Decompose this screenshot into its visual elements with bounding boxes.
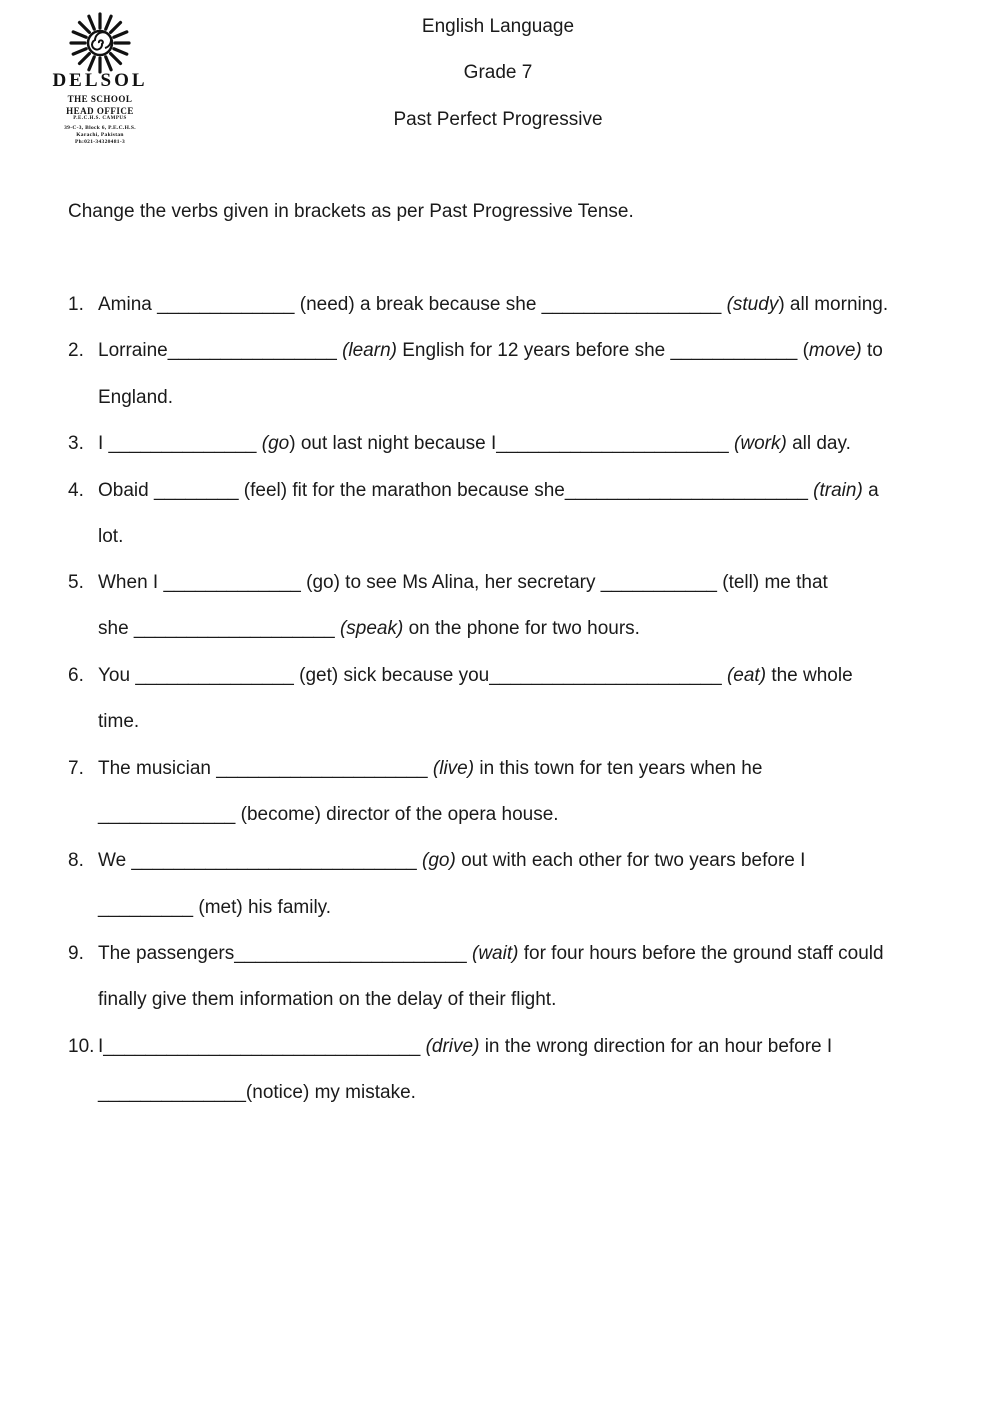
school-address-line1: 39-C-3, Block 6, P.E.C.H.S. [64,125,136,131]
question-text: Lorraine________________ [98,340,343,361]
question-text: to [861,340,883,361]
question-number: 2. [68,340,84,361]
question-10 [68,1035,832,1059]
verb-hint: (eat) [726,665,767,686]
question-number: 1. [68,294,84,315]
verb-hint: (train) [813,480,863,501]
verb-hint: (wait) [472,943,519,964]
question-number: 4. [68,480,84,501]
question-text: English for 12 years before she ____________ ( [396,340,809,361]
question-text: in this town for ten years when he [474,758,763,779]
question-text: Obaid ________ (feel) fit for the marathon because she_______________________ [98,480,814,501]
question-text: in the wrong direction for an hour before I [479,1036,833,1057]
question-number: 3. [68,433,84,454]
school-name: DELSOL [52,70,148,91]
question-number: 5. [68,572,84,593]
question-8-continuation: _________ (met) his family. [98,897,332,918]
question-text: When I _____________ (go) to see Ms Alina, her secretary ___________ (tell) me that [98,572,828,593]
question-5 [68,571,828,595]
question-text: I ______________ [98,433,262,454]
question-text: You _______________ (get) sick because you______________________ [98,665,727,686]
question-1 [68,293,888,317]
question-text: The musician ____________________ [98,758,433,779]
question-text: on the phone for two hours. [403,618,640,639]
question-text: ) all morning. [778,294,889,315]
question-text: The passengers______________________ [98,943,472,964]
question-9-continuation: finally give them information on the delay of their flight. [98,989,557,1010]
question-text: the whole [766,665,853,686]
verb-hint: (study [726,294,779,315]
question-2 [68,339,883,363]
question-9 [68,942,884,966]
verb-hint: (drive) [425,1036,480,1057]
school-address-line2: Karachi, Pakistan [76,132,124,138]
question-text: Amina _____________ (need) a break because she _________________ [98,294,727,315]
verb-hint: (learn) [342,340,397,361]
verb-hint: (go) [422,850,456,871]
question-number: 7. [68,758,84,779]
grade-heading: Grade 7 [463,62,533,83]
question-text: I______________________________ [98,1036,426,1057]
subject-heading: English Language [421,16,575,37]
question-3 [68,432,851,456]
question-number: 8. [68,850,84,871]
question-number: 9. [68,943,84,964]
question-7-continuation: _____________ (become) director of the opera house. [98,804,559,825]
question-number: 6. [68,665,84,686]
question-8 [68,849,805,873]
question-7 [68,757,762,781]
question-text: for four hours before the ground staff could [518,943,884,964]
question-5-continuation [98,617,640,641]
question-text: We ___________________________ [98,850,423,871]
school-phone: Ph:021-34320481-3 [74,139,125,145]
question-text: out with each other for two years before I [455,850,806,871]
school-subtitle: THE SCHOOL [67,94,133,104]
question-4 [68,479,879,503]
question-6 [68,664,853,688]
instruction-text: Change the verbs given in brackets as per Past Progressive Tense. [68,201,634,222]
question-4-continuation: lot. [98,526,124,547]
topic-heading: Past Perfect Progressive [393,109,603,130]
verb-hint: move) [808,340,862,361]
question-text: she ___________________ [98,618,340,639]
question-text: all day. [786,433,851,454]
school-office: HEAD OFFICE [66,106,134,116]
question-number: 10. [68,1036,95,1057]
question-6-continuation: time. [98,711,140,732]
verb-hint: (live) [432,758,475,779]
question-10-continuation: ______________(notice) my mistake. [98,1082,416,1103]
verb-hint: (go [261,433,290,454]
question-text: ) out last night because I______________________ [289,433,735,454]
question-text: a [862,480,879,501]
verb-hint: (speak) [339,618,404,639]
verb-hint: (work) [734,433,787,454]
question-2-continuation: England. [98,387,174,408]
school-campus: P.E.C.H.S. CAMPUS [73,116,127,121]
